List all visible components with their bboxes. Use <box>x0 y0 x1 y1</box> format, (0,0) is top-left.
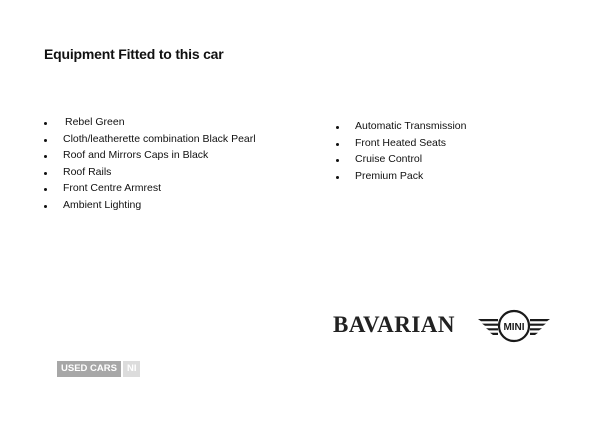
list-item: Roof Rails <box>43 164 256 181</box>
list-item: Automatic Transmission <box>335 118 466 135</box>
mini-logo-text: MINI <box>503 322 525 333</box>
list-item: Cruise Control <box>335 151 466 168</box>
list-item: Cloth/leatherette combination Black Pearl <box>43 131 256 148</box>
list-item: Front Heated Seats <box>335 135 466 152</box>
badge-region: NI <box>123 361 141 377</box>
equipment-list-right <box>335 118 466 184</box>
equipment-list-left <box>43 114 256 214</box>
dealer-name: BAVARIAN <box>333 312 456 337</box>
mini-wings-logo-icon <box>476 306 552 346</box>
list-item: Front Centre Armrest <box>43 180 256 197</box>
list-item: Ambient Lighting <box>43 197 256 214</box>
list-item: Premium Pack <box>335 168 466 185</box>
used-cars-ni-badge <box>57 361 140 377</box>
badge-used-cars: USED CARS <box>57 361 121 377</box>
list-item: Roof and Mirrors Caps in Black <box>43 147 256 164</box>
page-title: Equipment Fitted to this car <box>44 46 224 62</box>
list-item: Rebel Green <box>43 114 256 131</box>
